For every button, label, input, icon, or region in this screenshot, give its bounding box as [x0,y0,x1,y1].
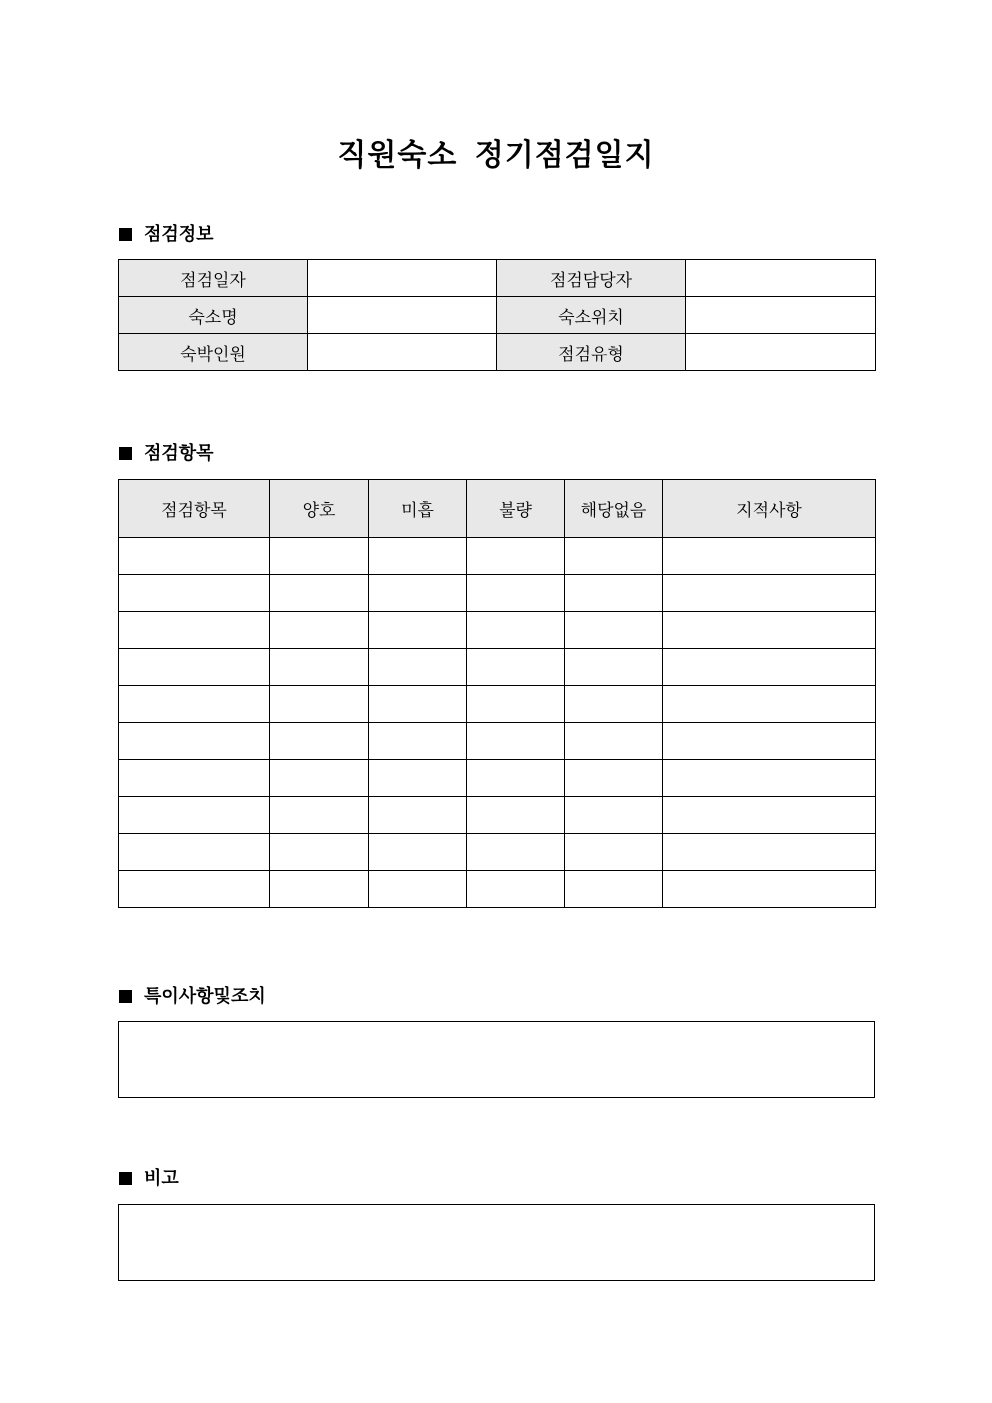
table-row [119,760,876,797]
checklist-cell[interactable] [369,871,467,908]
info-label-cell: 숙소명 [119,297,308,334]
info-label-cell: 숙박인원 [119,334,308,371]
checklist-cell[interactable] [369,797,467,834]
checklist-column-header: 지적사항 [663,480,876,538]
checklist-cell[interactable] [663,760,876,797]
checklist-cell[interactable] [270,723,369,760]
checklist-cell[interactable] [565,612,663,649]
checklist-cell[interactable] [119,538,270,575]
checklist-cell[interactable] [565,871,663,908]
checklist-cell[interactable] [270,538,369,575]
checklist-cell[interactable] [565,723,663,760]
table-row [119,649,876,686]
section-heading-label: 특이사항및조치 [144,986,266,1007]
table-row [119,538,876,575]
checklist-cell[interactable] [369,612,467,649]
checklist-cell[interactable] [369,538,467,575]
square-bullet-icon [119,990,132,1003]
section-heading-label: 비고 [144,1168,179,1189]
square-bullet-icon [119,1172,132,1185]
checklist-cell[interactable] [270,686,369,723]
checklist-cell[interactable] [565,686,663,723]
section-heading-label: 점검항목 [144,443,214,464]
table-row [119,612,876,649]
table-row [119,575,876,612]
checklist-cell[interactable] [119,649,270,686]
checklist-cell[interactable] [369,834,467,871]
checklist-cell[interactable] [565,538,663,575]
checklist-cell[interactable] [369,649,467,686]
checklist-column-header: 점검항목 [119,480,270,538]
checklist-column-header: 양호 [270,480,369,538]
checklist-cell[interactable] [663,723,876,760]
info-row [119,260,876,297]
checklist-cell[interactable] [270,649,369,686]
checklist-cell[interactable] [369,686,467,723]
section-heading-notes [119,1166,179,1192]
table-row [119,834,876,871]
square-bullet-icon [119,447,132,460]
checklist-cell[interactable] [119,686,270,723]
checklist-cell[interactable] [369,575,467,612]
remarks-textbox[interactable] [118,1021,875,1098]
checklist-cell[interactable] [119,760,270,797]
info-label-cell: 점검유형 [497,334,686,371]
checklist-cell[interactable] [663,797,876,834]
info-table [118,259,876,371]
checklist-cell[interactable] [467,723,565,760]
info-row [119,334,876,371]
section-heading-remarks [119,984,266,1010]
checklist-cell[interactable] [119,612,270,649]
info-label-cell: 숙소위치 [497,297,686,334]
table-row [119,871,876,908]
checklist-cell[interactable] [663,871,876,908]
info-row [119,297,876,334]
checklist-cell[interactable] [565,760,663,797]
info-label-cell: 점검담당자 [497,260,686,297]
info-value-cell[interactable] [308,334,497,371]
checklist-cell[interactable] [119,723,270,760]
checklist-cell[interactable] [270,760,369,797]
checklist-cell[interactable] [467,538,565,575]
checklist-cell[interactable] [467,760,565,797]
info-value-cell[interactable] [686,334,876,371]
checklist-cell[interactable] [663,649,876,686]
section-heading-checklist [119,441,214,467]
section-heading-info [119,222,214,248]
checklist-cell[interactable] [467,871,565,908]
checklist-cell[interactable] [119,797,270,834]
checklist-cell[interactable] [467,834,565,871]
checklist-table [118,479,876,908]
checklist-cell[interactable] [467,797,565,834]
checklist-cell[interactable] [565,649,663,686]
checklist-cell[interactable] [565,834,663,871]
checklist-cell[interactable] [270,871,369,908]
checklist-cell[interactable] [467,649,565,686]
checklist-cell[interactable] [119,834,270,871]
info-label-cell: 점검일자 [119,260,308,297]
checklist-cell[interactable] [663,834,876,871]
info-value-cell[interactable] [686,260,876,297]
table-row [119,686,876,723]
info-value-cell[interactable] [308,260,497,297]
checklist-cell[interactable] [663,538,876,575]
info-value-cell[interactable] [686,297,876,334]
checklist-cell[interactable] [270,834,369,871]
table-row [119,723,876,760]
section-heading-label: 점검정보 [144,224,214,245]
checklist-cell[interactable] [467,575,565,612]
checklist-cell[interactable] [663,686,876,723]
checklist-cell[interactable] [467,686,565,723]
page-title: 직원숙소 정기점검일지 [337,138,655,173]
checklist-cell[interactable] [369,723,467,760]
checklist-cell[interactable] [565,575,663,612]
checklist-cell[interactable] [270,612,369,649]
checklist-cell[interactable] [270,575,369,612]
checklist-header-row [119,480,876,538]
info-value-cell[interactable] [308,297,497,334]
checklist-cell[interactable] [369,760,467,797]
table-row [119,797,876,834]
checklist-cell[interactable] [270,797,369,834]
square-bullet-icon [119,228,132,241]
checklist-cell[interactable] [119,575,270,612]
checklist-cell[interactable] [467,612,565,649]
checklist-column-header: 불량 [467,480,565,538]
checklist-cell[interactable] [663,575,876,612]
notes-textbox[interactable] [118,1204,875,1281]
checklist-cell[interactable] [663,612,876,649]
checklist-cell[interactable] [565,797,663,834]
checklist-cell[interactable] [119,871,270,908]
checklist-column-header: 미흡 [369,480,467,538]
checklist-column-header: 해당없음 [565,480,663,538]
